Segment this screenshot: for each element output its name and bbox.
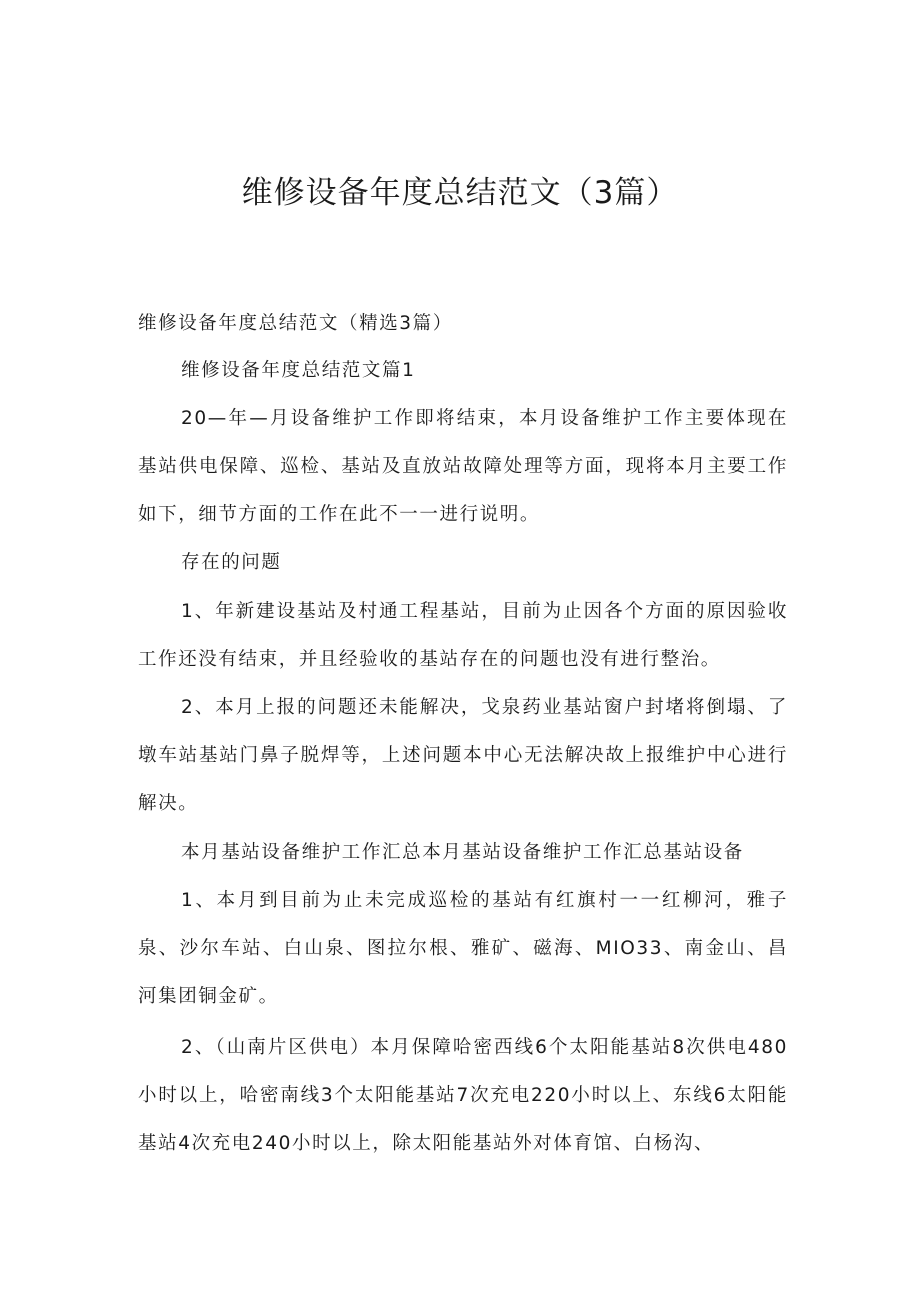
paragraph-issues-heading: 存在的问题: [181, 552, 282, 573]
paragraph-summary-heading: 本月基站设备维护工作汇总本月基站设备维护工作汇总基站设备: [181, 842, 744, 863]
document-subtitle: 维修设备年度总结范文（精选3篇）: [138, 313, 453, 334]
document-title: 维修设备年度总结范文（3篇）: [241, 174, 679, 211]
paragraph-summary-1: 1、本月到目前为止未完成巡检的基站有红旗村一一红柳河，雅子泉、沙尔车站、白山泉、图拉尔根、雅矿、磁海、MIO33、南金山、昌河集团铜金矿。: [138, 890, 788, 1007]
paragraph-summary-2: 2、（山南片区供电）本月保障哈密西线6个太阳能基站8次供电480小时以上，哈密南线3个太阳能基站7次充电220小时以上、东线6太阳能基站4次充电240小时以上，除太阳能基站外对体育馆、白杨沟、: [138, 1037, 788, 1154]
paragraph-intro: 20—年—月设备维护工作即将结束，本月设备维护工作主要体现在基站供电保障、巡检、基站及直放站故障处理等方面，现将本月主要工作如下，细节方面的工作在此不一一进行说明。: [138, 408, 788, 525]
paragraph-issue-1: 1、年新建设基站及村通工程基站，目前为止因各个方面的原因验收工作还没有结束，并且经验收的基站存在的问题也没有进行整治。: [138, 601, 788, 670]
paragraph-issue-2: 2、本月上报的问题还未能解决，戈泉药业基站窗户封堵将倒塌、了墩车站基站门鼻子脱焊等，上述问题本中心无法解决故上报维护中心进行解决。: [138, 697, 788, 814]
paragraph-section-heading: 维修设备年度总结范文篇1: [181, 360, 416, 381]
